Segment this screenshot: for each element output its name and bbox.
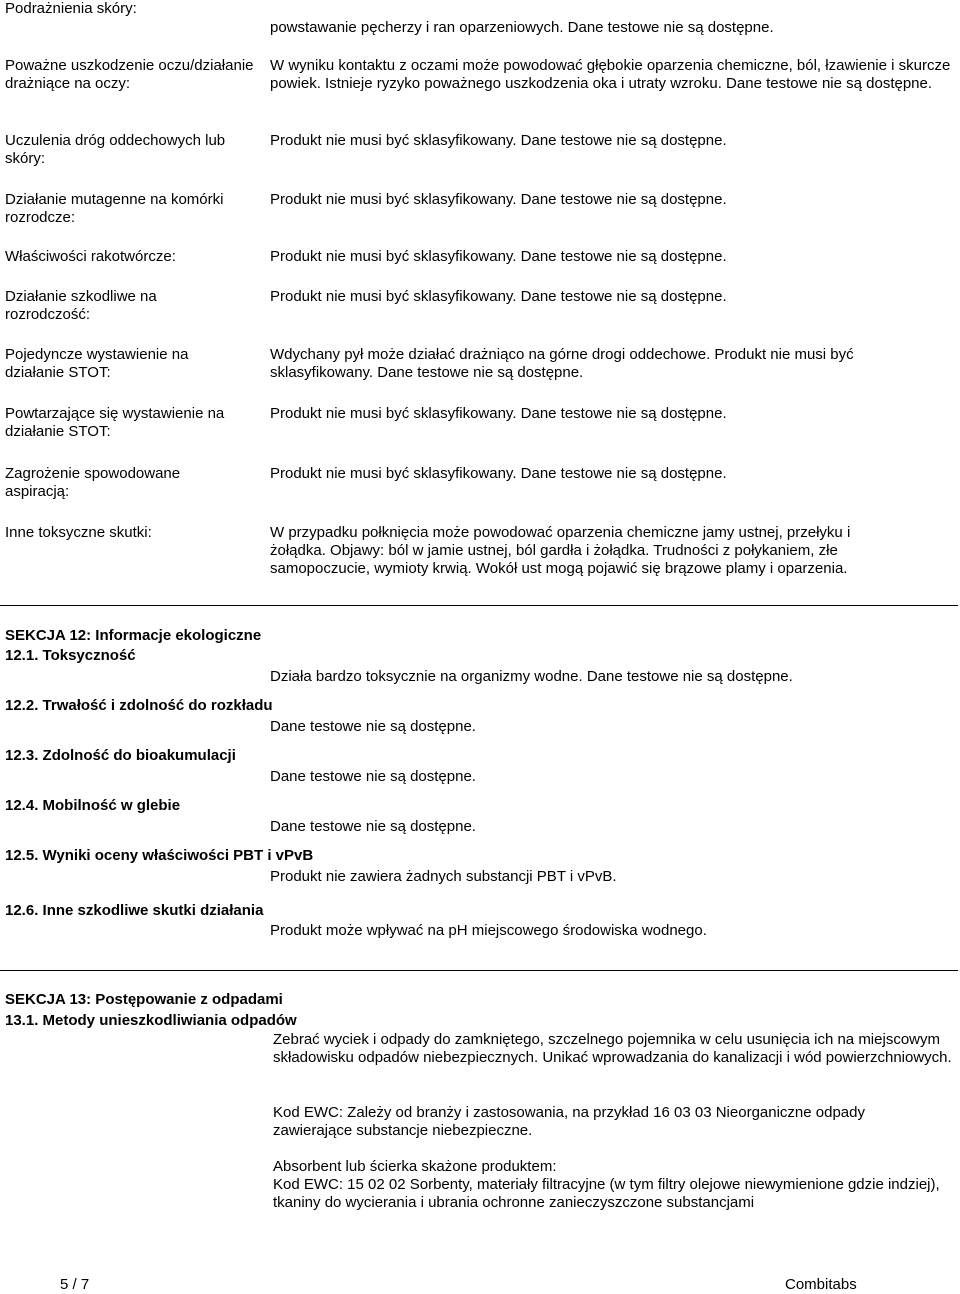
page-number: 5 / 7 bbox=[60, 1276, 90, 1293]
subsection-heading: 12.1. Toksyczność bbox=[5, 647, 136, 664]
section-title: SEKCJA 12: Informacje ekologiczne bbox=[5, 627, 262, 644]
subsection-text: Dane testowe nie są dostępne. bbox=[270, 818, 476, 835]
tox-label: Działanie mutagenne na komórki rozrodcze: bbox=[5, 191, 224, 226]
tox-value: Produkt nie musi być sklasyfikowany. Dane testowe nie są dostępne. bbox=[270, 405, 727, 422]
tox-label: Właściwości rakotwórcze: bbox=[5, 248, 176, 265]
section-divider bbox=[0, 970, 958, 971]
subsection-heading: 12.5. Wyniki oceny właściwości PBT i vPvB bbox=[5, 847, 314, 864]
tox-label: Działanie szkodliwe na rozrodczość: bbox=[5, 288, 157, 323]
tox-label: Pojedyncze wystawienie na działanie STOT: bbox=[5, 346, 189, 381]
tox-value: Produkt nie musi być sklasyfikowany. Dane testowe nie są dostępne. bbox=[270, 465, 727, 482]
tox-label: Powtarzające się wystawienie na działanie STOT: bbox=[5, 405, 225, 440]
tox-label: Poważne uszkodzenie oczu/działanie drażniące na oczy: bbox=[5, 57, 254, 92]
subsection-heading: 12.2. Trwałość i zdolność do rozkładu bbox=[5, 697, 273, 714]
tox-value: Produkt nie musi być sklasyfikowany. Dane testowe nie są dostępne. bbox=[270, 288, 727, 305]
tox-value: powstawanie pęcherzy i ran oparzeniowych. Dane testowe nie są dostępne. bbox=[270, 19, 774, 36]
tox-value: W przypadku połknięcia może powodować oparzenia chemiczne jamy ustnej, przełyku i żołądka. Objawy: ból w jamie ustnej, ból gardła i żołądka. Trudności z połykaniem, złe samopoczucie, wymioty krwią. Wokół ust mogą pojawić się brązowe plamy i oparzenia. bbox=[270, 524, 851, 577]
subsection-heading: 12.3. Zdolność do bioakumulacji bbox=[5, 747, 236, 764]
subsection-text: Produkt nie zawiera żadnych substancji PBT i vPvB. bbox=[270, 868, 617, 885]
company-name: Combitabs bbox=[785, 1276, 857, 1293]
tox-label: Inne toksyczne skutki: bbox=[5, 524, 152, 541]
tox-value: Produkt nie musi być sklasyfikowany. Dane testowe nie są dostępne. bbox=[270, 191, 727, 208]
section-divider bbox=[0, 605, 958, 606]
ewc-code-paragraph: Kod EWC: Zależy od branży i zastosowania, na przykład 16 03 03 Nieorganiczne odpady zawierające substancje niebezpieczne. bbox=[273, 1104, 865, 1139]
tox-label: Uczulenia dróg oddechowych lub skóry: bbox=[5, 132, 226, 167]
subsection-heading: 13.1. Metody unieszkodliwiania odpadów bbox=[5, 1012, 297, 1029]
tox-value: Produkt nie musi być sklasyfikowany. Dane testowe nie są dostępne. bbox=[270, 248, 727, 265]
tox-value: W wyniku kontaktu z oczami może powodować głębokie oparzenia chemiczne, ból, łzawienie i skurcze powiek. Istnieje ryzyko poważnego uszkodzenia oka i utraty wzroku. Dane testowe nie są dostępne. bbox=[270, 57, 951, 92]
tox-label: Zagrożenie spowodowane aspiracją: bbox=[5, 465, 181, 500]
subsection-text: Dane testowe nie są dostępne. bbox=[270, 768, 476, 785]
disposal-paragraph: Zebrać wyciek i odpady do zamkniętego, szczelnego pojemnika w celu usunięcia ich na miejscowym składowisku odpadów niebezpiecznych. Unikać wprowadzania do kanalizacji i wód powierzchniowych. bbox=[273, 1031, 952, 1066]
absorbent-label: Absorbent lub ścierka skażone produktem: bbox=[273, 1158, 557, 1175]
subsection-heading: 12.4. Mobilność w glebie bbox=[5, 797, 181, 814]
subsection-text: Działa bardzo toksycznie na organizmy wodne. Dane testowe nie są dostępne. bbox=[270, 668, 793, 685]
absorbent-ewc-paragraph: Kod EWC: 15 02 02 Sorbenty, materiały filtracyjne (w tym filtry olejowe niewymienione gdzie indziej), tkaniny do wycierania i ubrania ochronne zanieczyszczone substancjami bbox=[273, 1176, 940, 1211]
section-title: SEKCJA 13: Postępowanie z odpadami bbox=[5, 991, 283, 1008]
subsection-text: Dane testowe nie są dostępne. bbox=[270, 718, 476, 735]
tox-value: Wdychany pył może działać drażniąco na górne drogi oddechowe. Produkt nie musi być sklasyfikowany. Dane testowe nie są dostępne. bbox=[270, 346, 854, 381]
tox-value: Produkt nie musi być sklasyfikowany. Dane testowe nie są dostępne. bbox=[270, 132, 727, 149]
tox-label: Podrażnienia skóry: bbox=[5, 0, 137, 17]
subsection-heading: 12.6. Inne szkodliwe skutki działania bbox=[5, 902, 264, 919]
subsection-text: Produkt może wpływać na pH miejscowego środowiska wodnego. bbox=[270, 922, 707, 939]
